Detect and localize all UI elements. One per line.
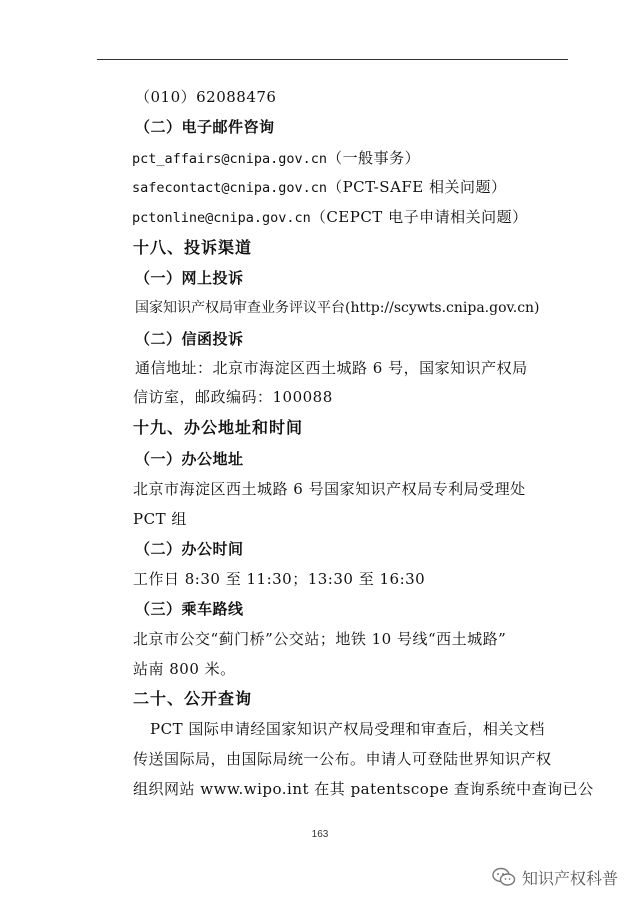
email-line-affairs (132, 147, 420, 170)
subheading-office-address: （一）办公地址 (135, 450, 244, 468)
online-complaint-platform: 国家知识产权局审查业务评议平台(http://scywts.cnipa.gov.cn) (135, 300, 540, 316)
subheading-online-complaint: （一）网上投诉 (135, 269, 244, 287)
page-number: 163 (311, 829, 329, 840)
email-note: （PCT-SAFE 相关问题） (327, 178, 507, 196)
email-address: safecontact@cnipa.gov.cn (132, 180, 328, 196)
transport-line-2: 站南 800 米。 (133, 660, 236, 678)
watermark (492, 864, 618, 890)
office-address-line-1: 北京市海淀区西土城路 6 号国家知识产权局专利局受理处 (133, 480, 526, 498)
email-address: pct_affairs@cnipa.gov.cn (132, 151, 328, 167)
header-rule (97, 59, 568, 60)
mailing-address-line-2: 信访室，邮政编码：100088 (133, 388, 333, 406)
paragraph-line-3: 组织网站 www.wipo.int 在其 patentscope 查询系统中查询已公 (133, 780, 594, 798)
phone-number: （010）62088476 (135, 88, 277, 106)
email-line-safe (132, 176, 507, 199)
subheading-office-hours: （二）办公时间 (135, 540, 244, 558)
office-address-line-2: PCT 组 (133, 510, 187, 528)
paragraph-line-2: 传送国际局，由国际局统一公布。申请人可登陆世界知识产权 (133, 750, 552, 768)
email-address: pctonline@cnipa.gov.cn (132, 210, 311, 226)
section-heading-public-inquiry: 二十、公开查询 (133, 689, 253, 708)
email-note: （一般事务） (327, 149, 421, 167)
chat-bubbles-icon (492, 866, 516, 888)
subheading-letter-complaint: （二）信函投诉 (135, 330, 244, 348)
subheading-email-inquiry: （二）电子邮件咨询 (135, 118, 275, 136)
watermark-text: 知识产权科普 (521, 868, 618, 888)
transport-line-1: 北京市公交“蓟门桥”公交站；地铁 10 号线“西土城路” (133, 630, 507, 648)
email-note: （CEPCT 电子申请相关问题） (310, 208, 528, 226)
mailing-address-line-1: 通信地址：北京市海淀区西土城路 6 号，国家知识产权局 (135, 359, 528, 377)
section-heading-office: 十九、办公地址和时间 (133, 418, 304, 437)
paragraph-line-1: PCT 国际申请经国家知识产权局受理和审查后，相关文档 (150, 720, 545, 738)
email-line-online (132, 206, 528, 229)
office-hours: 工作日 8:30 至 11:30；13:30 至 16:30 (133, 570, 426, 588)
subheading-transport: （三）乘车路线 (135, 600, 244, 618)
section-heading-complaints: 十八、投诉渠道 (133, 238, 253, 257)
